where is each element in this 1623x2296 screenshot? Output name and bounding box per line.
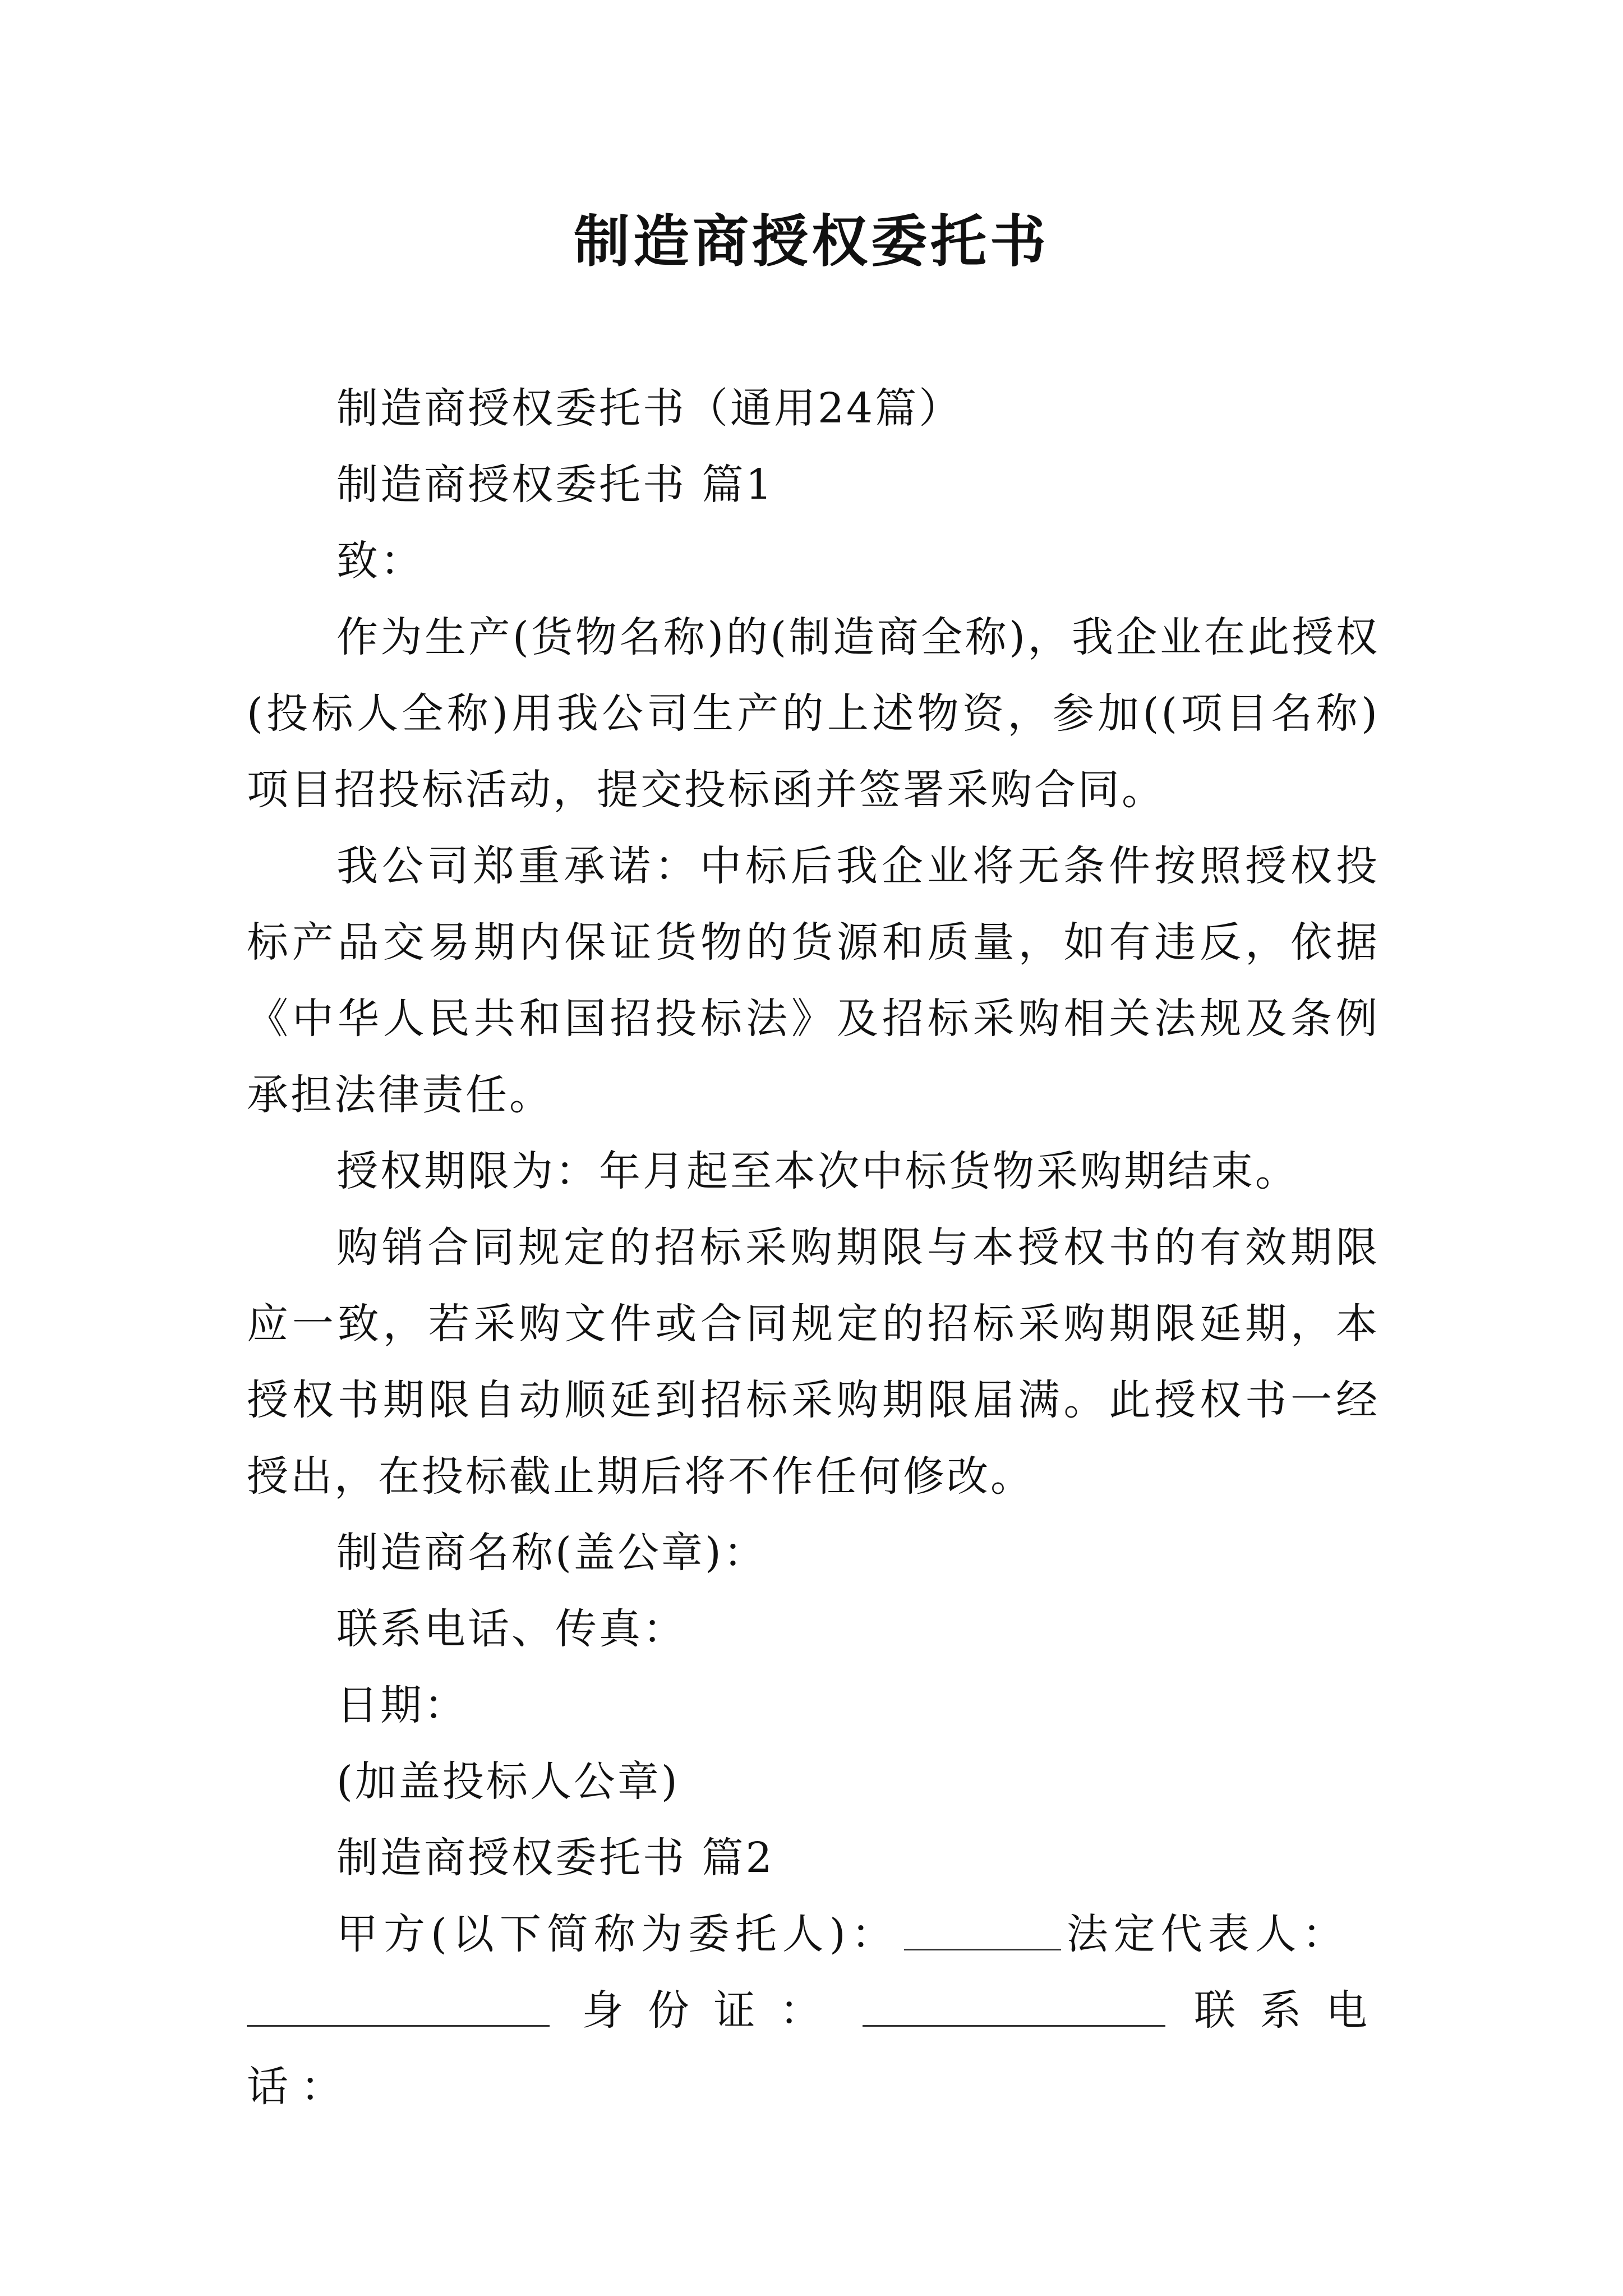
paragraph-section-1-heading: 制造商授权委托书 篇1 bbox=[336, 461, 774, 509]
paragraph-salutation: 致： bbox=[336, 537, 424, 585]
document-title: 制造商授权委托书 bbox=[574, 208, 1049, 274]
paragraph-validity: 购销合同规定的招标采购期限与本授权书的有效期限应一致，若采购文件或合同规定的招标采购期限延期，本授权书期限自动顺延到招标采购期限届满。此授权书一经授出，在投标截止期后将不作任何修改。 bbox=[247, 1223, 1380, 1501]
phone-label: 联系电话： bbox=[247, 1986, 1380, 2111]
paragraph-manufacturer-name: 制造商名称(盖公章)： bbox=[336, 1529, 767, 1577]
paragraph-authorization-period: 授权期限为：年月起至本次中标货物采购期结束。 bbox=[336, 1147, 1299, 1195]
id-card-blank bbox=[863, 1985, 1165, 2026]
legal-rep-label: 法定代表人： bbox=[1066, 1910, 1349, 1958]
paragraph-contact-phone-fax: 联系电话、传真： bbox=[336, 1605, 686, 1653]
legal-rep-blank bbox=[247, 1985, 550, 2026]
paragraph-commitment: 我公司郑重承诺：中标后我企业将无条件按照授权投标产品交易期内保证货物的货源和质量，如有违反，依据《中华人民共和国招投标法》及招标采购相关法规及条例承担法律责任。 bbox=[247, 842, 1380, 1119]
paragraph-collection-title: 制造商授权委托书（通用24篇） bbox=[336, 384, 963, 432]
paragraph-date: 日期： bbox=[336, 1681, 468, 1729]
paragraph-bidder-seal: (加盖投标人公章) bbox=[336, 1757, 680, 1806]
paragraph-party-a bbox=[247, 1896, 1380, 1972]
party-a-label: 甲方(以下简称为委托人)： bbox=[336, 1910, 898, 1958]
paragraph-party-a-continued bbox=[247, 1972, 1380, 2125]
paragraph-authorization: 作为生产(货物名称)的(制造商全称)，我企业在此授权(投标人全称)用我公司生产的上述物资，参加((项目名称)项目招投标活动，提交投标函并签署采购合同。 bbox=[247, 613, 1380, 814]
party-a-name-blank bbox=[904, 1909, 1061, 1950]
id-card-label: 身份证： bbox=[570, 1986, 846, 2035]
paragraph-section-2-heading: 制造商授权委托书 篇2 bbox=[336, 1834, 774, 1882]
document-body bbox=[247, 370, 1380, 2125]
